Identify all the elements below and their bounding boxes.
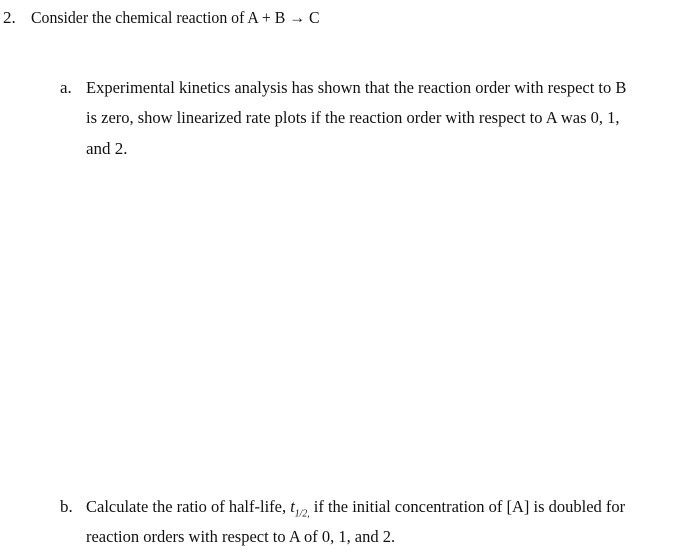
part-b-text-after: if the initial concentration of [A] is doubled for — [309, 497, 626, 516]
part-b-label: b. — [60, 497, 73, 516]
part-b-line-1 — [86, 497, 642, 524]
t-symbol: t — [290, 497, 295, 516]
part-a-line-2 — [86, 108, 636, 128]
part-a-line-1 — [86, 78, 643, 98]
part-b-line-2-text: reaction orders with respect to A of 0, 1, and 2. — [86, 527, 396, 546]
half-life-symbol — [290, 497, 310, 520]
part-a-label: a. — [60, 78, 72, 97]
part-b-line-2 — [86, 527, 405, 547]
part-b-text-before: Calculate the ratio of half-life, — [86, 497, 291, 516]
question-number: 2. — [3, 8, 16, 27]
part-a-line-1-text: Experimental kinetics analysis has shown that the reaction order with respect to B — [86, 78, 627, 97]
part-a-line-3: and 2. — [86, 139, 128, 158]
question-title — [31, 8, 341, 28]
question-title-text: Consider the chemical reaction of A + B → C — [31, 8, 320, 27]
part-a-line-2-text: is zero, show linearized rate plots if the reaction order with respect to A was 0, 1, — [86, 108, 620, 127]
t-subscript: 1/2, — [294, 508, 310, 520]
